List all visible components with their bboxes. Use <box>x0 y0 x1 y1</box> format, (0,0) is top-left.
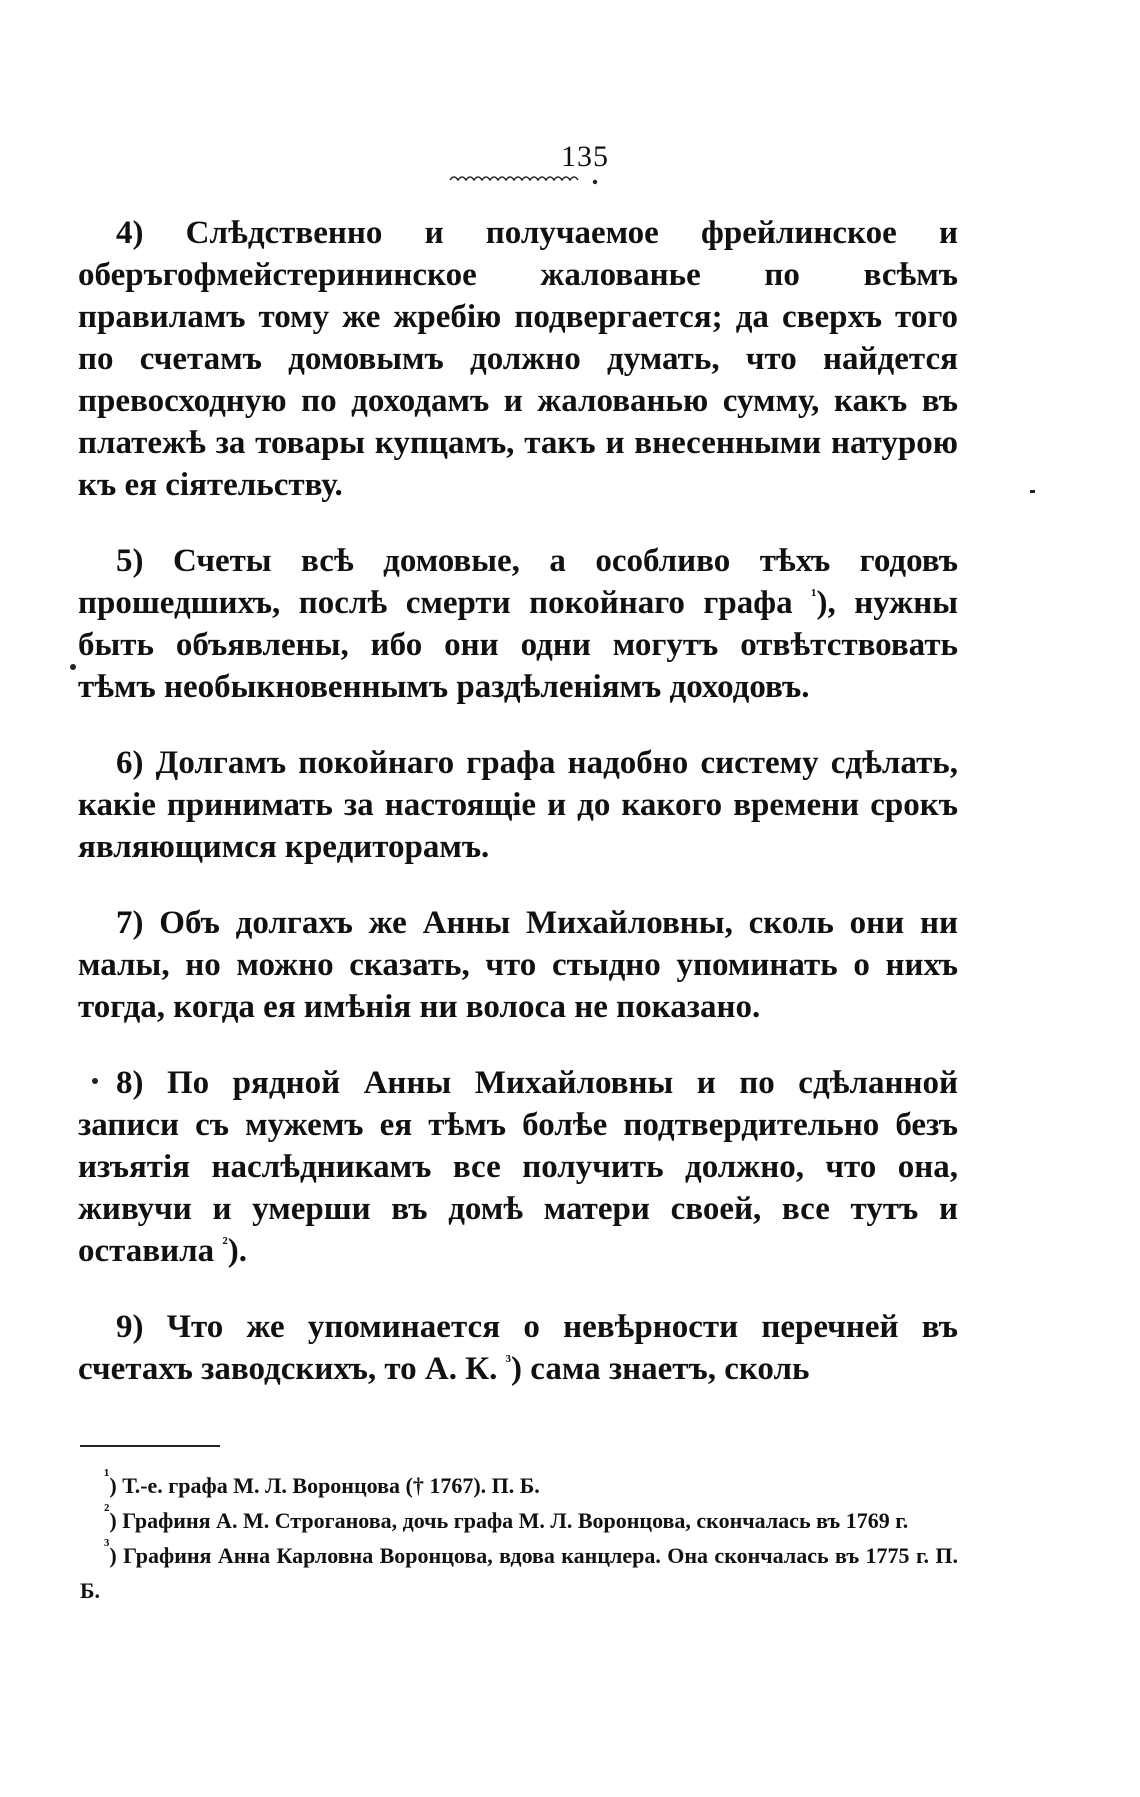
footnote-ref-1: ¹ <box>811 585 817 605</box>
footnotes <box>80 1465 958 1608</box>
paragraph-7: 7) Объ долгахъ же Анны Михайловны, сколь они ни малы, но можно сказать, что стыдно упоминать о нихъ тогда, когда ея имѣнія ни волоса не показано. <box>78 905 958 1025</box>
paragraph-4: 4) Слѣдственно и получаемое фрейлинское и оберъгофмейстерининское жалованье по всѣмъ правиламъ тому же жребію подвергается; да сверхъ того по счетамъ домовымъ должно думать, что найдется превосходную по доходамъ и жалованью сумму, какъ въ платежѣ за товары купцамъ, такъ и внесенными натурою къ ея сіятельству. <box>78 215 958 503</box>
margin-dash-mark <box>1030 490 1035 493</box>
footnote-divider <box>80 1445 220 1447</box>
paragraph-5: 5) Счеты всѣ домовые, а особливо тѣхъ годовъ прошедшихъ, послѣ смерти покойнаго графа $^{^1}$), нужны быть объявлены, ибо они одни могутъ отвѣтствовать тѣмъ необыкновеннымъ раздѣленіямъ доходовъ. <box>78 543 958 705</box>
paragraph-8: 8) По рядной Анны Михайловны и по сдѣланной записи съ мужемъ ея тѣмъ болѣе подтвердительно безъ изъятія наслѣдникамъ все получить должно, что она, живучи и умерши въ домѣ матери своей, все тутъ и оставила $^{^2}$). <box>78 1065 958 1269</box>
footnote-ref-2: ² <box>222 1233 228 1253</box>
main-text <box>78 212 958 1424</box>
footnote-1: $^{^1}$) Т.-е. графа М. Л. Воронцова († 1767). П. Б. <box>104 1465 540 1498</box>
margin-dot-mark <box>92 1078 98 1084</box>
footnote-ref-3: ³ <box>505 1351 512 1371</box>
paragraph-6: 6) Долгамъ покойнаго графа надобно систему сдѣлать, какіе принимать за настоящіе и до какого времени срокъ являющимся кредиторамъ. <box>78 745 958 865</box>
footnote-3: $^{^3}$) Графиня Анна Карловна Воронцова, вдова канцлера. Она скончалась въ 1775 г. П. Б. <box>80 1535 958 1603</box>
footnote-2: $^{^2}$) Графиня А. М. Строганова, дочь графа М. Л. Воронцова, скончалась въ 1769 г. <box>104 1500 909 1533</box>
wavy-ornament-icon <box>448 168 598 186</box>
page-number: 135 <box>561 140 609 173</box>
paragraph-9: 9) Что же упоминается о невѣрности перечней въ счетахъ заводскихъ, то А. К. $^{^3}$) сама знаетъ, сколь <box>78 1309 958 1387</box>
margin-dot-mark <box>70 664 76 670</box>
